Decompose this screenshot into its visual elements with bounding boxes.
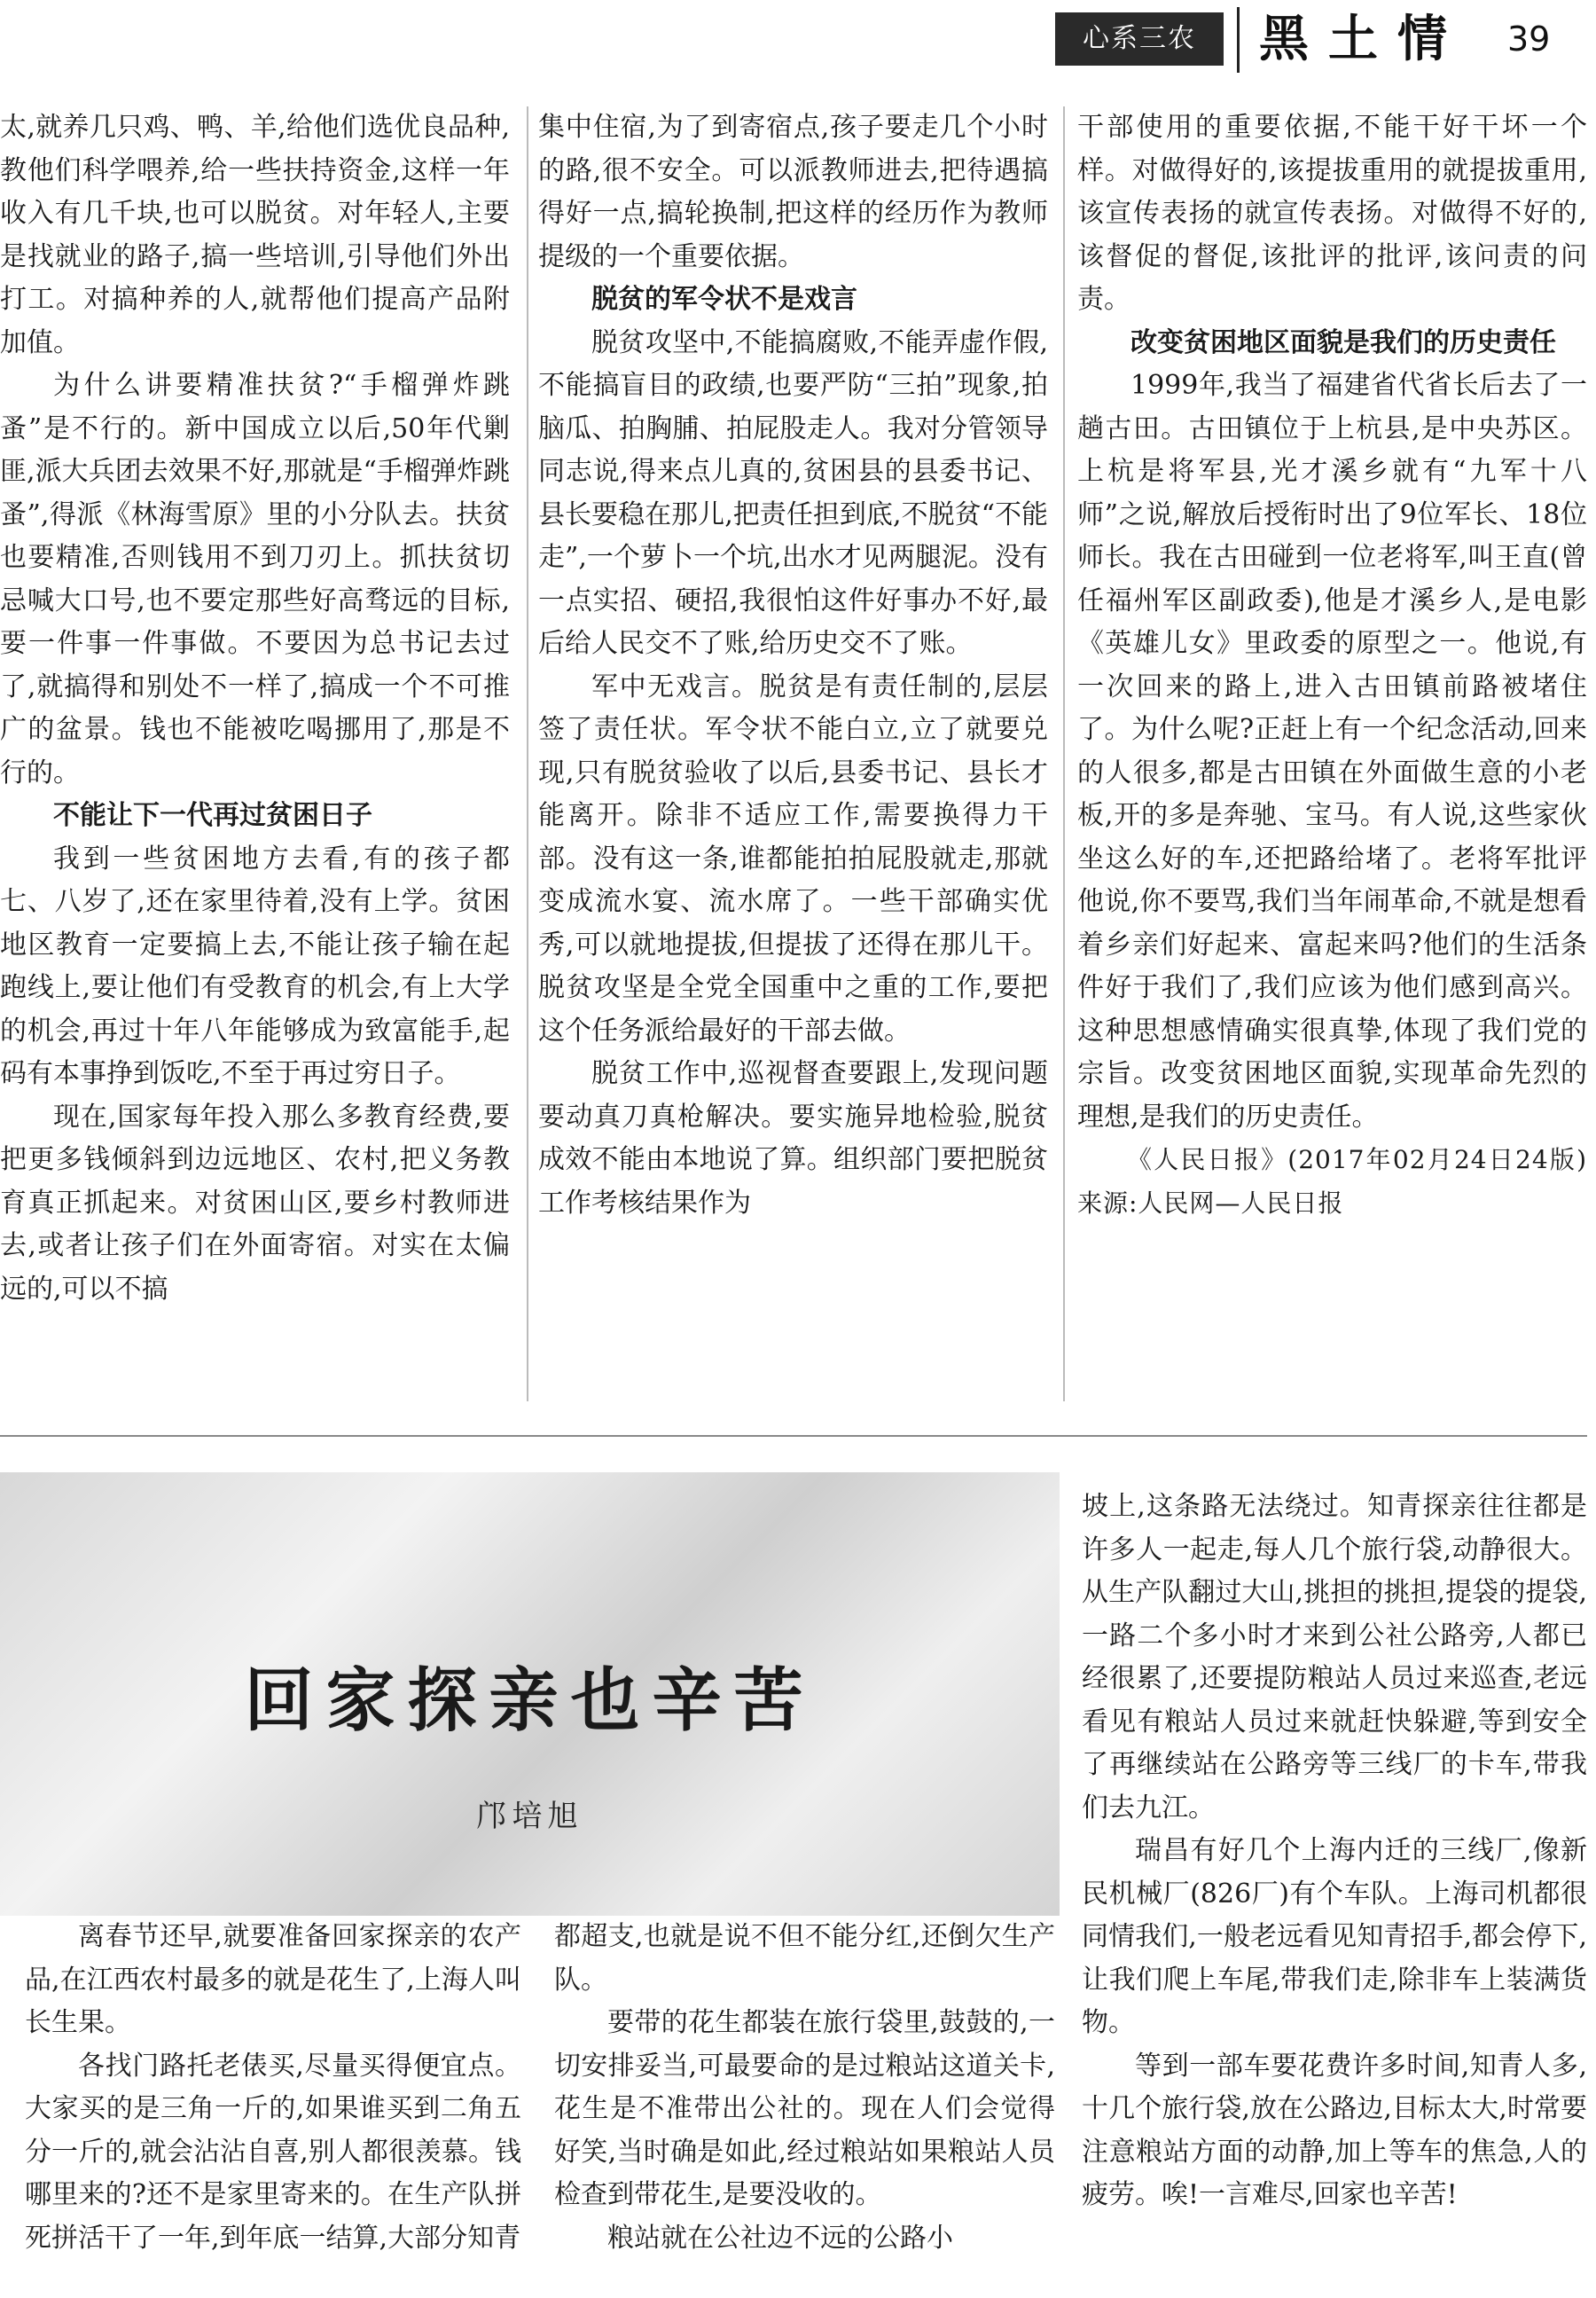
paragraph: 为什么讲要精准扶贫?“手榴弹炸跳蚤”是不行的。新中国成立以后,50年代剿匪,派大兵团去效果不好,那就是“手榴弹炸跳蚤”,得派《林海雪原》里的小分队去。扶贫也要精准,否则钱用不到刀刃上。抓扶贫切忌喊大口号,也不要定那些好高骛远的目标,要一件事一件事做。不要因为总书记去过了,就搞得和别处不一样了,搞成一个不可推广的盆景。钱也不能被吃喝挪用了,那是不行的。 bbox=[0, 370, 510, 788]
article2-column-1 bbox=[25, 1916, 521, 2293]
article1-column-2 bbox=[538, 106, 1048, 1410]
paragraph: 脱贫攻坚中,不能搞腐败,不能弄虚作假,不能搞盲目的政绩,也要严防“三拍”现象,拍脑瓜、拍胸脯、拍屁股走人。我对分管领导同志说,得来点儿真的,贫困县的县委书记、县长要稳在那儿,把责任担到底,不脱贫“不能走”,一个萝卜一个坑,出水才见两腿泥。没有一点实招、硬招,我很怕这件好事办不好,最后给人民交不了账,给历史交不了账。 bbox=[538, 326, 1048, 659]
article2-column-2 bbox=[554, 1916, 1055, 2293]
paragraph: 各找门路托老俵买,尽量买得便宜点。大家买的是三角一斤的,如果谁买到二角五分一斤的,就会沾沾自喜,别人都很羡慕。钱哪里来的?还不是家里寄来的。在生产队拼死拼活干了一年,到年底一结算,大部分知青 bbox=[25, 2050, 521, 2254]
page-number: 39 bbox=[1507, 20, 1551, 59]
paragraph: 等到一部车要花费许多时间,知青人多,十几个旅行袋,放在公路边,目标太大,时常要注意粮站方面的动静,加上等车的焦急,人的疲劳。唉!一言难尽,回家也辛苦! bbox=[1082, 2050, 1587, 2210]
article1-column-3 bbox=[1077, 106, 1587, 1410]
paragraph: 军中无戏言。脱贫是有责任制的,层层签了责任状。军令状不能白立,立了就要兑现,只有脱贫验收了以后,县委书记、县长才能离开。除非不适应工作,需要换得力干部。没有这一条,谁都能拍拍屁股就走,那就变成流水宴、流水席了。一些干部确实优秀,可以就地提拔,但提拔了还得在那儿干。脱贫攻坚是全党全国重中之重的工作,要把这个任务派给最好的干部去做。 bbox=[538, 671, 1048, 1047]
header-divider bbox=[1237, 7, 1240, 73]
paragraph: 干部使用的重要依据,不能干好干坏一个样。对做得好的,该提拔重用的就提拔重用,该宣传表扬的就宣传表扬。对做得不好的,该督促的督促,该批评的批评,该问责的问责。 bbox=[1077, 112, 1587, 315]
article2-author: 邝培旭 bbox=[476, 1799, 583, 1834]
paragraph: 都超支,也就是说不但不能分红,还倒欠生产队。 bbox=[554, 1921, 1055, 1996]
section-tag: 心系三农 bbox=[1055, 12, 1224, 66]
subheading: 改变贫困地区面貌是我们的历史责任 bbox=[1130, 326, 1556, 358]
paragraph: 粮站就在公社边不远的公路小 bbox=[607, 2222, 953, 2254]
column-divider bbox=[1063, 106, 1065, 1401]
article2-column-3 bbox=[1082, 1486, 1587, 2293]
page-header bbox=[0, 0, 1596, 84]
source-citation: 《人民日报》(2017年02月24日24版)来源:人民网—人民日报 bbox=[1077, 1145, 1587, 1218]
paragraph: 现在,国家每年投入那么多教育经费,要把更多钱倾斜到边远地区、农村,把义务教育真正抓起来。对贫困山区,要乡村教师进去,或者让孩子们在外面寄宿。对实在太偏远的,可以不搞 bbox=[0, 1101, 510, 1305]
paragraph: 1999年,我当了福建省代省长后去了一趟古田。古田镇位于上杭县,是中央苏区。上杭是将军县,光才溪乡就有“九军十八师”之说,解放后授衔时出了9位军长、18位师长。我在古田碰到一位老将军,叫王直(曾任福州军区副政委),他是才溪乡人,是电影《英雄儿女》里政委的原型之一。他说,有一次回来的路上,进入古田镇前路被堵住了。为什么呢?正赶上有一个纪念活动,回来的人很多,都是古田镇在外面做生意的小老板,开的多是奔驰、宝马。有人说,这些家伙坐这么好的车,还把路给堵了。老将军批评他说,你不要骂,我们当年闹革命,不就是想看着乡亲们好起来、富起来吗?他们的生活条件好于我们了,我们应该为他们感到高兴。这种思想感情确实很真挚,体现了我们党的宗旨。改变贫困地区面貌,实现革命先烈的理想,是我们的历史责任。 bbox=[1077, 370, 1587, 1133]
paragraph: 太,就养几只鸡、鸭、羊,给他们选优良品种,教他们科学喂养,给一些扶持资金,这样一年收入有几千块,也可以脱贫。对年轻人,主要是找就业的路子,搞一些培训,引导他们外出打工。对搞种养的人,就帮他们提高产品附加值。 bbox=[0, 112, 510, 358]
subheading: 脱贫的军令状不是戏言 bbox=[591, 284, 857, 315]
paragraph: 脱贫工作中,巡视督查要跟上,发现问题要动真刀真枪解决。要实施异地检验,脱贫成效不能由本地说了算。组织部门要把脱贫工作考核结果作为 bbox=[538, 1058, 1048, 1219]
column-divider bbox=[527, 106, 528, 1401]
paragraph: 我到一些贫困地方去看,有的孩子都七、八岁了,还在家里待着,没有上学。贫困地区教育一定要搞上去,不能让孩子输在起跑线上,要让他们有受教育的机会,有上大学的机会,再过十年八年能够成为致富能手,起码有本事挣到饭吃,不至于再过穷日子。 bbox=[0, 843, 510, 1089]
article2-banner bbox=[0, 1472, 1060, 1916]
paragraph: 集中住宿,为了到寄宿点,孩子要走几个小时的路,很不安全。可以派教师进去,把待遇搞得好一点,搞轮换制,把这样的经历作为教师提级的一个重要依据。 bbox=[538, 112, 1048, 272]
brand-logo: 黑土情 bbox=[1259, 10, 1467, 68]
article1-column-1 bbox=[0, 106, 510, 1410]
paragraph: 坡上,这条路无法绕过。知青探亲往往都是许多人一起走,每人几个旅行袋,动静很大。从生产队翻过大山,挑担的挑担,提袋的提袋,一路二个多小时才来到公社公路旁,人都已经很累了,还要提防粮站人员过来巡查,老远看见有粮站人员过来就赶快躲避,等到安全了再继续站在公路旁等三线厂的卡车,带我们去九江。 bbox=[1082, 1491, 1587, 1823]
paragraph: 瑞昌有好几个上海内迁的三线厂,像新民机械厂(826厂)有个车队。上海司机都很同情我们,一般老远看见知青招手,都会停下,让我们爬上车尾,带我们走,除非车上装满货物。 bbox=[1082, 1835, 1587, 2038]
section-divider bbox=[0, 1435, 1587, 1437]
article2-title: 回家探亲也辛苦 bbox=[244, 1660, 816, 1741]
paragraph: 要带的花生都装在旅行袋里,鼓鼓的,一切安排妥当,可最要命的是过粮站这道关卡,花生是不准带出公社的。现在人们会觉得好笑,当时确是如此,经过粮站如果粮站人员检查到带花生,是要没收的。 bbox=[554, 2007, 1055, 2210]
subheading: 不能让下一代再过贫困日子 bbox=[53, 800, 372, 831]
paragraph: 离春节还早,就要准备回家探亲的农产品,在江西农村最多的就是花生了,上海人叫长生果。 bbox=[25, 1921, 521, 2038]
